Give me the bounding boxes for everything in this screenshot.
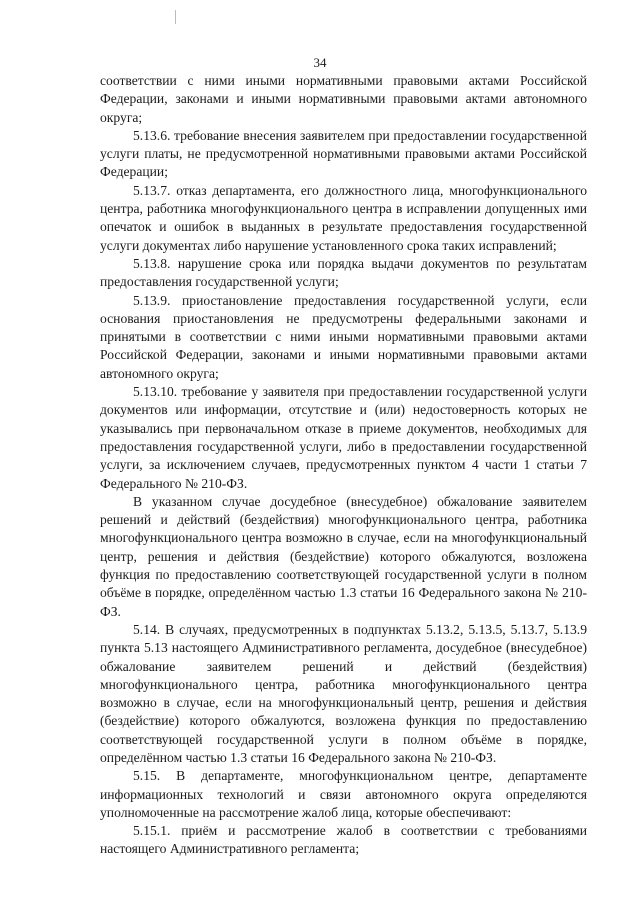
paragraph-continuation: соответствии с ними иными нормативными правовыми актами Российской Федерации, законами и иными нормативными правовыми актами автономного округа;: [100, 73, 587, 125]
paragraph-5-13-8: 5.13.8. нарушение срока или порядка выдачи документов по результатам предоставления государственной услуги;: [100, 255, 587, 290]
page-number: 34: [313, 55, 327, 70]
paragraph-5-13-7: 5.13.7. отказ департамента, его должностного лица, многофункционального центра, работника многофункционального центра в исправлении допущенных ими опечаток и ошибок в выданных в результате предоставления государственной услуги документах либо нарушение установленного срока таких исправлений;: [100, 182, 587, 253]
paragraph-5-13-10: 5.13.10. требование у заявителя при предоставлении государственной услуги документов или информации, отсутствие и (или) недостоверность которых не указывались при первоначальном отказе в приеме документов, необходимых для предоставления государственной услуги, либо в предоставлении государственной услуги, за исключением случаев, предусмотренных пунктом 4 части 1 статьи 7 Федерального № 210-ФЗ.: [100, 384, 587, 491]
paragraph-5-14: 5.14. В случаях, предусмотренных в подпунктах 5.13.2, 5.13.5, 5.13.7, 5.13.9 пункта 5.13 настоящего Административного регламента, досудебное (внесудебное) обжалование заявителем решений и действий (бездействия) многофункционального центра, работника многофункционального центра возможно в случае, если на многофункциональный центр, решения и действия (бездействие) которого обжалуются, возложена функция по предоставлению соответствующей государственной услуги в полном объёме в порядке, определённом частью 1.3 статьи 16 Федерального закона № 210-ФЗ.: [100, 621, 587, 765]
paragraph-5-13-6: 5.13.6. требование внесения заявителем при предоставлении государственной услуги платы, не предусмотренной нормативными правовыми актами Российской Федерации;: [100, 127, 587, 180]
paragraph-mfc-appeal: В указанном случае досудебное (внесудебное) обжалование заявителем решений и действий (бездействия) многофункционального центра, работника многофункционального центра возможно в случае, если на многофункциональный центр, решения и действия (бездействие) которого обжалуются, возложена функция по предоставлению соответствующей государственной услуги в полном объёме в порядке, определённом частью 1.3 статьи 16 Федерального закона № 210-ФЗ.: [100, 493, 587, 619]
paragraph-5-15-1: 5.15.1. приём и рассмотрение жалоб в соответствии с требованиями настоящего Административного регламента;: [100, 823, 587, 857]
paragraph-5-13-9: 5.13.9. приостановление предоставления государственной услуги, если основания приостановления не предусмотрены федеральными законами и принятыми в соответствии с ними иными нормативными правовыми актами Российской Федерации, законами и иными нормативными правовыми актами автономного округа;: [100, 292, 587, 381]
scan-mark: [175, 10, 176, 24]
document-body: [100, 72, 587, 859]
paragraph-5-15: 5.15. В департаменте, многофункциональном центре, департаменте информационных технологий и связи автономного округа определяются уполномоченные на рассмотрение жалоб лица, которые обеспечивают:: [100, 768, 587, 820]
